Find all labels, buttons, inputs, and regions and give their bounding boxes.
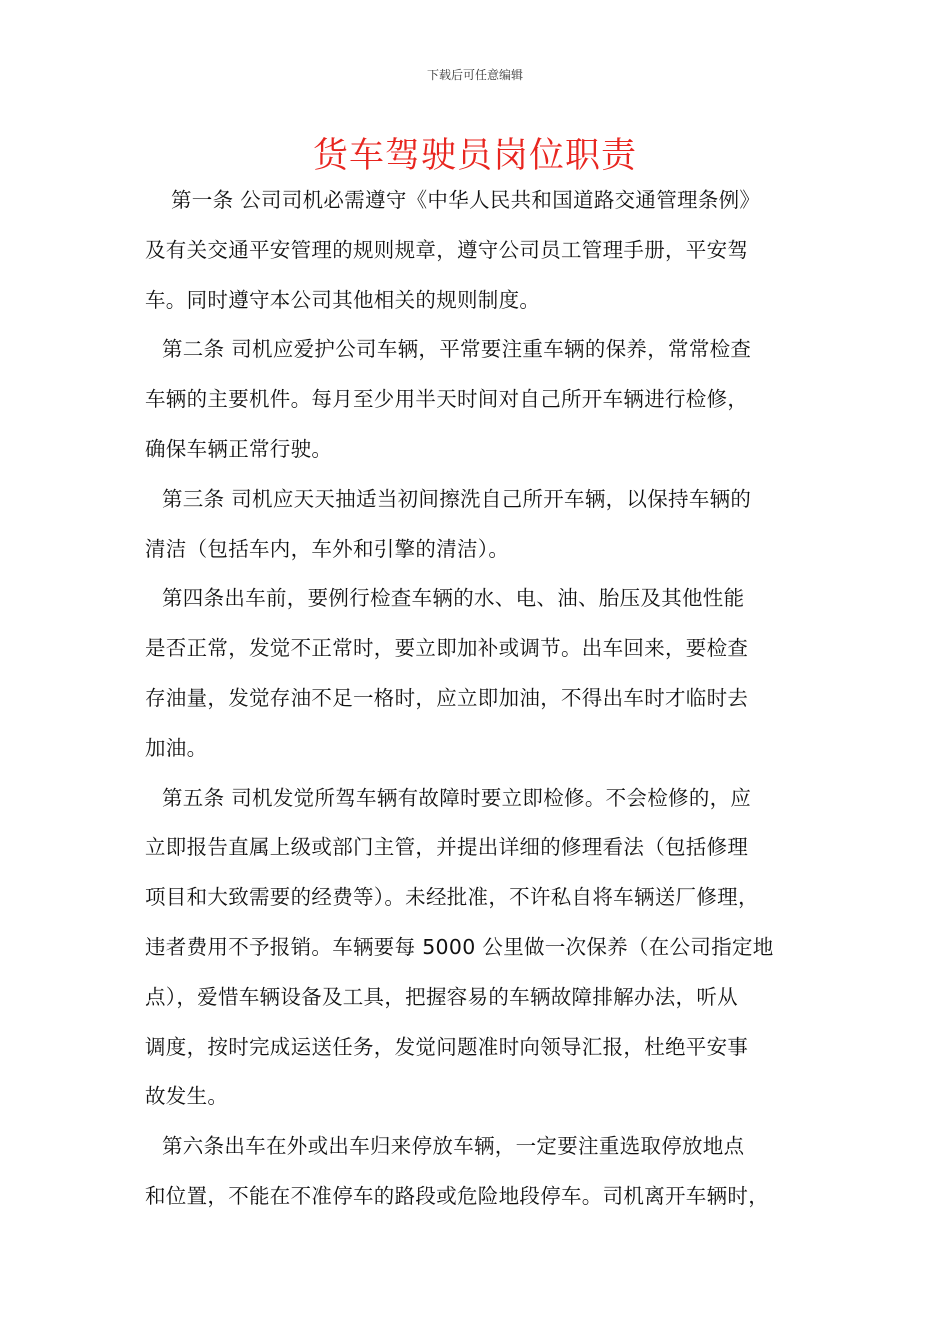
- document-body: [145, 176, 821, 1222]
- paragraph-line: 车辆的主要机件。每月至少用半天时间对自己所开车辆进行检修，: [145, 387, 749, 412]
- header-note: 下载后可任意编辑: [426, 68, 523, 82]
- paragraph-line: 是否正常，发觉不正常时，要立即加补或调节。出车回来，要检查: [145, 636, 749, 661]
- document-title: 货车驾驶员岗位职责: [312, 136, 637, 176]
- paragraph-line: 调度，按时完成运送任务，发觉问题准时向领导汇报，杜绝平安事: [145, 1034, 749, 1059]
- paragraph-line: 清洁（包括车内，车外和引擎的清洁）。: [145, 536, 510, 561]
- paragraph-line: 加油。: [145, 735, 208, 760]
- paragraph-line: 违者费用不予报销。车辆要每 5000 公里做一次保养（在公司指定地: [145, 934, 774, 959]
- paragraph-line: 第四条出车前，要例行检查车辆的水、电、油、胎压及其他性能: [162, 586, 745, 611]
- paragraph-line: 和位置，不能在不准停车的路段或危险地段停车。司机离开车辆时，: [145, 1183, 769, 1208]
- paragraph-line: 第五条 司机发觉所驾车辆有故障时要立即检修。不会检修的，应: [162, 785, 752, 810]
- paragraph-line: 存油量，发觉存油不足一格时，应立即加油，不得出车时才临时去: [145, 685, 749, 710]
- paragraph-line: 第三条 司机应天天抽适当初间擦洗自己所开车辆，以保持车辆的: [162, 486, 752, 511]
- paragraph-line: 点），爱惜车辆设备及工具，把握容易的车辆故障排解办法，听从: [145, 984, 738, 1009]
- paragraph-line: 车。同时遵守本公司其他相关的规则制度。: [145, 287, 541, 312]
- paragraph-line: 故发生。: [145, 1084, 229, 1109]
- paragraph-line: 第六条出车在外或出车归来停放车辆，一定要注重选取停放地点: [162, 1134, 745, 1159]
- paragraph-line: 及有关交通平安管理的规则规章，遵守公司员工管理手册，平安驾: [145, 237, 749, 262]
- paragraph-line: 第一条 公司司机必需遵守《中华人民共和国道路交通管理条例》: [171, 188, 761, 212]
- paragraph-line: 确保车辆正常行驶。: [145, 436, 333, 461]
- paragraph-line: 立即报告直属上级或部门主管，并提出详细的修理看法（包括修理: [145, 835, 749, 860]
- paragraph-line: 第二条 司机应爱护公司车辆，平常要注重车辆的保养，常常检查: [162, 337, 752, 362]
- paragraph-line: 项目和大致需要的经费等）。未经批准，不许私自将车辆送厂修理，: [145, 885, 759, 910]
